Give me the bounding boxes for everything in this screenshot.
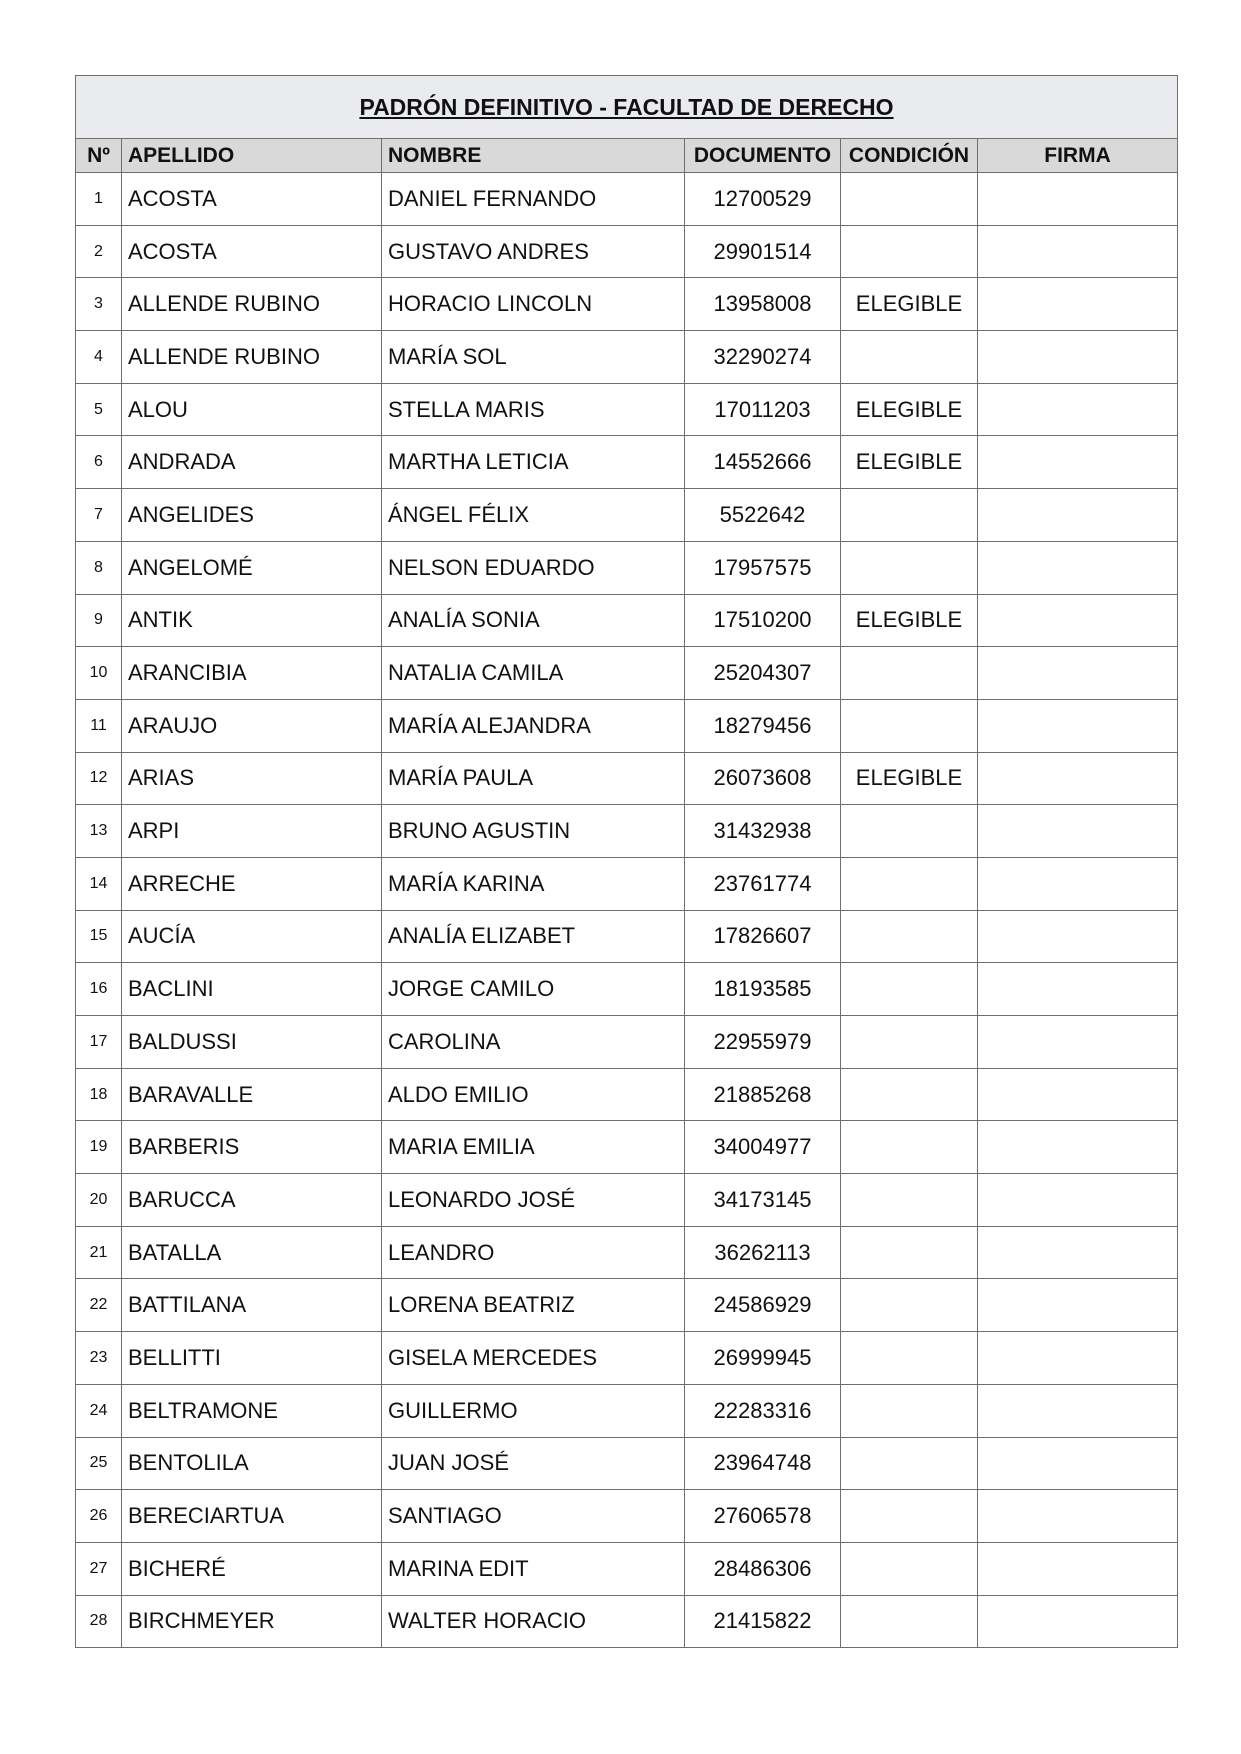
apellido-cell: ACOSTA xyxy=(122,225,382,278)
table-row xyxy=(76,1226,1178,1279)
table-row xyxy=(76,1016,1178,1069)
apellido-cell: ANDRADA xyxy=(122,436,382,489)
row-number: 24 xyxy=(76,1384,122,1437)
condicion-cell xyxy=(841,1490,978,1543)
row-number: 20 xyxy=(76,1174,122,1227)
apellido-cell: ANGELIDES xyxy=(122,489,382,542)
row-number: 5 xyxy=(76,383,122,436)
firma-cell xyxy=(978,1226,1178,1279)
table-row xyxy=(76,1068,1178,1121)
firma-cell xyxy=(978,436,1178,489)
apellido-cell: AUCÍA xyxy=(122,910,382,963)
condicion-cell: ELEGIBLE xyxy=(841,383,978,436)
condicion-cell: ELEGIBLE xyxy=(841,278,978,331)
apellido-cell: BATTILANA xyxy=(122,1279,382,1332)
row-number: 28 xyxy=(76,1595,122,1648)
firma-cell xyxy=(978,699,1178,752)
documento-cell: 29901514 xyxy=(685,225,841,278)
apellido-cell: BIRCHMEYER xyxy=(122,1595,382,1648)
nombre-cell: HORACIO LINCOLN xyxy=(382,278,685,331)
row-number: 14 xyxy=(76,857,122,910)
column-header-firma: FIRMA xyxy=(978,139,1178,173)
documento-cell: 28486306 xyxy=(685,1542,841,1595)
nombre-cell: CAROLINA xyxy=(382,1016,685,1069)
table-row xyxy=(76,278,1178,331)
condicion-cell xyxy=(841,910,978,963)
apellido-cell: ALLENDE RUBINO xyxy=(122,331,382,384)
apellido-cell: ARRECHE xyxy=(122,857,382,910)
column-header-apellido: APELLIDO xyxy=(122,139,382,173)
row-number: 12 xyxy=(76,752,122,805)
condicion-cell: ELEGIBLE xyxy=(841,594,978,647)
apellido-cell: ACOSTA xyxy=(122,173,382,226)
documento-cell: 5522642 xyxy=(685,489,841,542)
table-row xyxy=(76,1332,1178,1385)
table-row xyxy=(76,489,1178,542)
firma-cell xyxy=(978,805,1178,858)
row-number: 9 xyxy=(76,594,122,647)
nombre-cell: MARÍA KARINA xyxy=(382,857,685,910)
column-header-num: Nº xyxy=(76,139,122,173)
nombre-cell: MARÍA PAULA xyxy=(382,752,685,805)
row-number: 17 xyxy=(76,1016,122,1069)
apellido-cell: ARANCIBIA xyxy=(122,647,382,700)
column-header-condicion: CONDICIÓN xyxy=(841,139,978,173)
row-number: 15 xyxy=(76,910,122,963)
documento-cell: 17011203 xyxy=(685,383,841,436)
row-number: 4 xyxy=(76,331,122,384)
documento-cell: 22955979 xyxy=(685,1016,841,1069)
documento-cell: 25204307 xyxy=(685,647,841,700)
firma-cell xyxy=(978,910,1178,963)
nombre-cell: MARIA EMILIA xyxy=(382,1121,685,1174)
table-row xyxy=(76,752,1178,805)
table-row xyxy=(76,1121,1178,1174)
apellido-cell: ALLENDE RUBINO xyxy=(122,278,382,331)
nombre-cell: MARÍA ALEJANDRA xyxy=(382,699,685,752)
apellido-cell: BELLITTI xyxy=(122,1332,382,1385)
table-row xyxy=(76,594,1178,647)
nombre-cell: NELSON EDUARDO xyxy=(382,541,685,594)
table-row xyxy=(76,1490,1178,1543)
condicion-cell xyxy=(841,699,978,752)
documento-cell: 17957575 xyxy=(685,541,841,594)
documento-cell: 13958008 xyxy=(685,278,841,331)
row-number: 19 xyxy=(76,1121,122,1174)
nombre-cell: ANALÍA ELIZABET xyxy=(382,910,685,963)
table-row xyxy=(76,436,1178,489)
firma-cell xyxy=(978,1490,1178,1543)
firma-cell xyxy=(978,1174,1178,1227)
documento-cell: 18193585 xyxy=(685,963,841,1016)
nombre-cell: BRUNO AGUSTIN xyxy=(382,805,685,858)
condicion-cell xyxy=(841,331,978,384)
table-row xyxy=(76,383,1178,436)
documento-cell: 32290274 xyxy=(685,331,841,384)
firma-cell xyxy=(978,1542,1178,1595)
firma-cell xyxy=(978,857,1178,910)
condicion-cell xyxy=(841,1226,978,1279)
apellido-cell: BALDUSSI xyxy=(122,1016,382,1069)
apellido-cell: ANGELOMÉ xyxy=(122,541,382,594)
firma-cell xyxy=(978,1384,1178,1437)
nombre-cell: JUAN JOSÉ xyxy=(382,1437,685,1490)
documento-cell: 34004977 xyxy=(685,1121,841,1174)
documento-cell: 17826607 xyxy=(685,910,841,963)
table-row xyxy=(76,541,1178,594)
nombre-cell: NATALIA CAMILA xyxy=(382,647,685,700)
table-row xyxy=(76,699,1178,752)
condicion-cell xyxy=(841,1384,978,1437)
documento-cell: 34173145 xyxy=(685,1174,841,1227)
firma-cell xyxy=(978,1279,1178,1332)
table-row xyxy=(76,910,1178,963)
table-row xyxy=(76,225,1178,278)
condicion-cell xyxy=(841,1016,978,1069)
nombre-cell: JORGE CAMILO xyxy=(382,963,685,1016)
firma-cell xyxy=(978,489,1178,542)
documento-cell: 18279456 xyxy=(685,699,841,752)
condicion-cell: ELEGIBLE xyxy=(841,436,978,489)
firma-cell xyxy=(978,225,1178,278)
apellido-cell: ARPI xyxy=(122,805,382,858)
documento-cell: 12700529 xyxy=(685,173,841,226)
condicion-cell xyxy=(841,173,978,226)
table-row xyxy=(76,963,1178,1016)
table-row xyxy=(76,1542,1178,1595)
row-number: 2 xyxy=(76,225,122,278)
nombre-cell: DANIEL FERNANDO xyxy=(382,173,685,226)
table-row xyxy=(76,647,1178,700)
firma-cell xyxy=(978,383,1178,436)
nombre-cell: LEONARDO JOSÉ xyxy=(382,1174,685,1227)
firma-cell xyxy=(978,1121,1178,1174)
row-number: 27 xyxy=(76,1542,122,1595)
firma-cell xyxy=(978,752,1178,805)
column-header-documento: DOCUMENTO xyxy=(685,139,841,173)
table-row xyxy=(76,805,1178,858)
apellido-cell: BACLINI xyxy=(122,963,382,1016)
row-number: 26 xyxy=(76,1490,122,1543)
documento-cell: 23964748 xyxy=(685,1437,841,1490)
documento-cell: 22283316 xyxy=(685,1384,841,1437)
nombre-cell: ANALÍA SONIA xyxy=(382,594,685,647)
condicion-cell xyxy=(841,805,978,858)
condicion-cell xyxy=(841,1174,978,1227)
nombre-cell: WALTER HORACIO xyxy=(382,1595,685,1648)
documento-cell: 27606578 xyxy=(685,1490,841,1543)
documento-cell: 26999945 xyxy=(685,1332,841,1385)
condicion-cell xyxy=(841,225,978,278)
documento-cell: 31432938 xyxy=(685,805,841,858)
firma-cell xyxy=(978,173,1178,226)
row-number: 3 xyxy=(76,278,122,331)
firma-cell xyxy=(978,278,1178,331)
firma-cell xyxy=(978,541,1178,594)
firma-cell xyxy=(978,594,1178,647)
apellido-cell: BERECIARTUA xyxy=(122,1490,382,1543)
column-header-nombre: NOMBRE xyxy=(382,139,685,173)
condicion-cell xyxy=(841,541,978,594)
row-number: 16 xyxy=(76,963,122,1016)
firma-cell xyxy=(978,1595,1178,1648)
row-number: 25 xyxy=(76,1437,122,1490)
apellido-cell: ARAUJO xyxy=(122,699,382,752)
nombre-cell: LORENA BEATRIZ xyxy=(382,1279,685,1332)
apellido-cell: BARBERIS xyxy=(122,1121,382,1174)
nombre-cell: SANTIAGO xyxy=(382,1490,685,1543)
row-number: 21 xyxy=(76,1226,122,1279)
document-sheet xyxy=(75,75,1177,1648)
nombre-cell: ÁNGEL FÉLIX xyxy=(382,489,685,542)
row-number: 6 xyxy=(76,436,122,489)
table-row xyxy=(76,1279,1178,1332)
firma-cell xyxy=(978,331,1178,384)
row-number: 18 xyxy=(76,1068,122,1121)
apellido-cell: BICHERÉ xyxy=(122,1542,382,1595)
condicion-cell xyxy=(841,1068,978,1121)
table-row xyxy=(76,1384,1178,1437)
apellido-cell: BARAVALLE xyxy=(122,1068,382,1121)
nombre-cell: MARTHA LETICIA xyxy=(382,436,685,489)
nombre-cell: GISELA MERCEDES xyxy=(382,1332,685,1385)
condicion-cell xyxy=(841,1595,978,1648)
documento-cell: 26073608 xyxy=(685,752,841,805)
condicion-cell xyxy=(841,857,978,910)
condicion-cell xyxy=(841,1542,978,1595)
page-title: PADRÓN DEFINITIVO - FACULTAD DE DERECHO xyxy=(76,76,1178,139)
row-number: 22 xyxy=(76,1279,122,1332)
firma-cell xyxy=(978,963,1178,1016)
apellido-cell: ALOU xyxy=(122,383,382,436)
condicion-cell xyxy=(841,1121,978,1174)
nombre-cell: LEANDRO xyxy=(382,1226,685,1279)
condicion-cell xyxy=(841,963,978,1016)
condicion-cell: ELEGIBLE xyxy=(841,752,978,805)
nombre-cell: ALDO EMILIO xyxy=(382,1068,685,1121)
apellido-cell: BARUCCA xyxy=(122,1174,382,1227)
condicion-cell xyxy=(841,1279,978,1332)
row-number: 11 xyxy=(76,699,122,752)
table-row xyxy=(76,173,1178,226)
table-row xyxy=(76,857,1178,910)
nombre-cell: GUILLERMO xyxy=(382,1384,685,1437)
nombre-cell: MARÍA SOL xyxy=(382,331,685,384)
documento-cell: 24586929 xyxy=(685,1279,841,1332)
documento-cell: 21415822 xyxy=(685,1595,841,1648)
row-number: 1 xyxy=(76,173,122,226)
apellido-cell: BELTRAMONE xyxy=(122,1384,382,1437)
documento-cell: 36262113 xyxy=(685,1226,841,1279)
apellido-cell: ANTIK xyxy=(122,594,382,647)
apellido-cell: BATALLA xyxy=(122,1226,382,1279)
firma-cell xyxy=(978,1016,1178,1069)
row-number: 10 xyxy=(76,647,122,700)
firma-cell xyxy=(978,1332,1178,1385)
documento-cell: 14552666 xyxy=(685,436,841,489)
nombre-cell: GUSTAVO ANDRES xyxy=(382,225,685,278)
condicion-cell xyxy=(841,647,978,700)
table-row xyxy=(76,1437,1178,1490)
padron-table xyxy=(75,75,1178,1648)
condicion-cell xyxy=(841,1332,978,1385)
nombre-cell: STELLA MARIS xyxy=(382,383,685,436)
documento-cell: 17510200 xyxy=(685,594,841,647)
nombre-cell: MARINA EDIT xyxy=(382,1542,685,1595)
row-number: 23 xyxy=(76,1332,122,1385)
table-row xyxy=(76,331,1178,384)
apellido-cell: ARIAS xyxy=(122,752,382,805)
table-row xyxy=(76,1595,1178,1648)
condicion-cell xyxy=(841,489,978,542)
documento-cell: 21885268 xyxy=(685,1068,841,1121)
firma-cell xyxy=(978,1437,1178,1490)
documento-cell: 23761774 xyxy=(685,857,841,910)
firma-cell xyxy=(978,647,1178,700)
row-number: 8 xyxy=(76,541,122,594)
condicion-cell xyxy=(841,1437,978,1490)
row-number: 7 xyxy=(76,489,122,542)
table-row xyxy=(76,1174,1178,1227)
row-number: 13 xyxy=(76,805,122,858)
apellido-cell: BENTOLILA xyxy=(122,1437,382,1490)
firma-cell xyxy=(978,1068,1178,1121)
